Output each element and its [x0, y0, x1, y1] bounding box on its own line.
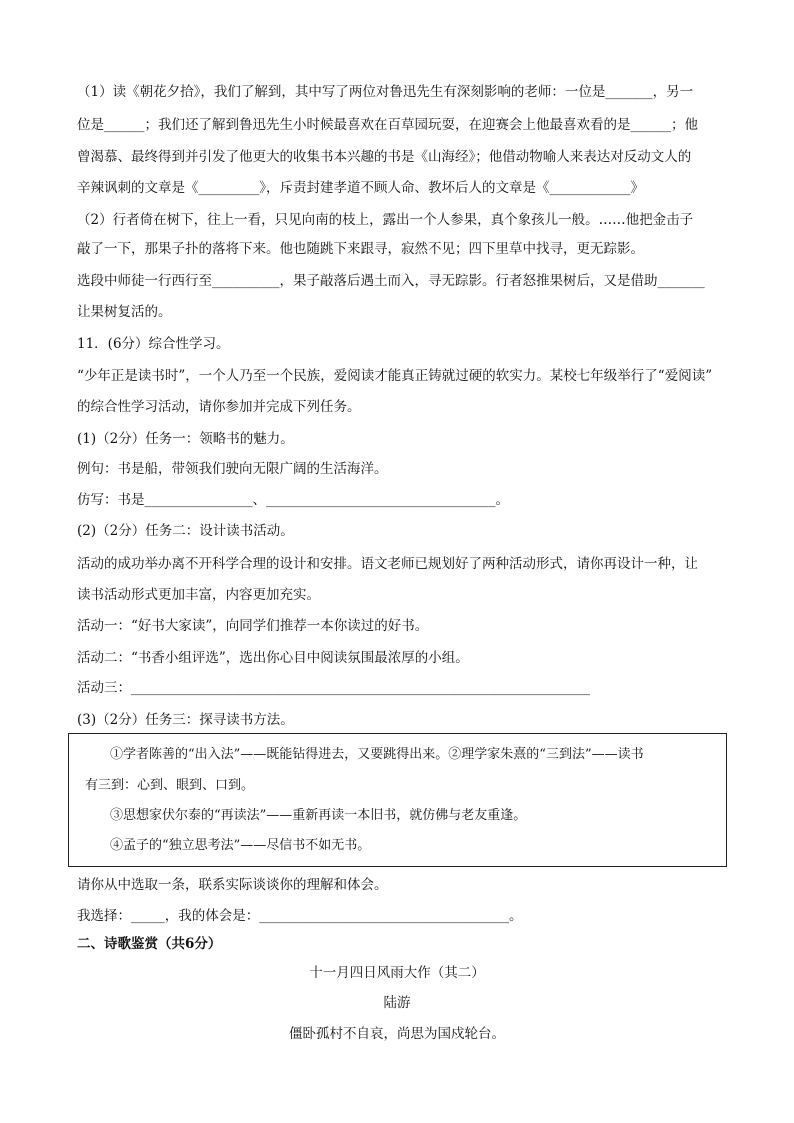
poetry-section-heading: 二、诗歌鉴赏（共6分） [77, 936, 222, 952]
q10-line-2: 位是______；我们还了解到鲁迅先生小时候最喜欢在百草园玩耍，在迎赛会上他最喜欢看的是______；他 [77, 117, 698, 133]
poem-line-1: 僵卧孤村不自哀，尚思为国戍轮台。 [289, 1026, 505, 1042]
poem-author: 陆游 [383, 995, 411, 1011]
q11-line-1: “少年正是读书时”，一个人乃至一个民族，爱阅读才能真正铸就过硬的软实力。某校七年级举行了“爱阅读” [77, 368, 713, 384]
q11-example: 例句：书是船，带领我们驶向无限广阔的生活海洋。 [77, 461, 388, 477]
box-line-4: ④孟子的“独立思考法”——尽信书不如无书。 [110, 838, 371, 853]
q10-line-8: 让果树复活的。 [77, 304, 172, 320]
q10-line-4: 辛辣讽刺的文章是《_________》，斥责封建孝道不顾人命、教坏后人的文章是《____________》 [77, 180, 644, 196]
box-line-3: ③思想家伏尔泰的“再读法”——重新再读一本旧书，就仿佛与老友重逢。 [110, 808, 527, 823]
box-line-1: ①学者陈善的“出入法”——既能钻得进去，又要跳得出来。②理学家朱熹的“三到法”——读书 [110, 747, 644, 762]
q11-activity-1: 活动一：“好书大家读”，向同学们推荐一本你读过的好书。 [77, 618, 429, 634]
q11-imitate: 仿写：书是________________、__________________________________。 [77, 492, 509, 508]
q10-line-7: 选段中师徒一行西行至__________，果子敲落后遇土而入，寻无踪影。行者怒推果树后，又是借助_______ [77, 273, 705, 289]
q10-line-6: 敲了一下，那果子扑的落将下来。他也随跳下来跟寻，寂然不见；四下里草中找寻，更无踪影。 [77, 241, 644, 257]
poem-title: 十一月四日风雨大作（其二） [309, 965, 485, 981]
q11-line-7: 活动的成功举办离不开科学合理的设计和安排。语文老师已规划好了两种活动形式，请你再设计一种，让 [77, 556, 698, 572]
q11-activity-3: 活动三：____________________________________________________________________ [77, 680, 590, 696]
box-line-2: 有三到：心到、眼到、口到。 [85, 778, 255, 793]
reading-methods-box [68, 733, 727, 867]
q10-line-1: （1）读《朝花夕拾》，我们了解到，其中写了两位对鲁迅先生有深刻影响的老师：一位是_______，另一 [77, 84, 694, 100]
q11-heading: 11．(6分）综合性学习。 [77, 336, 230, 352]
q10-line-5: （2）行者倚在树下，往上一看，只见向南的枝上，露出一个人参果，真个象孩儿一般。……他把金击子 [77, 212, 694, 228]
q11-task3: (3)（2分）任务三：探寻读书方法。 [77, 712, 294, 728]
q11-choose-prompt: 请你从中选取一条，联系实际谈谈你的理解和体会。 [77, 877, 388, 893]
q11-activity-2: 活动二：“书香小组评选”，选出你心目中阅读氛围最浓厚的小组。 [77, 650, 469, 666]
q10-line-3: 曾渴慕、最终得到并引发了他更大的收集书本兴趣的书是《山海经》；他借动物喻人来表达对反动文人的 [77, 149, 692, 165]
q11-line-2: 的综合性学习活动，请你参加并完成下列任务。 [77, 399, 361, 415]
q11-line-8: 读书活动形式更加丰富，内容更加充实。 [77, 587, 320, 603]
q11-my-choice: 我选择：_____，我的体会是：_____________________________________。 [77, 908, 523, 924]
q11-task1: (1)（2分）任务一：领略书的魅力。 [77, 431, 294, 447]
q11-task2: (2)（2分）任务二：设计读书活动。 [77, 523, 294, 539]
